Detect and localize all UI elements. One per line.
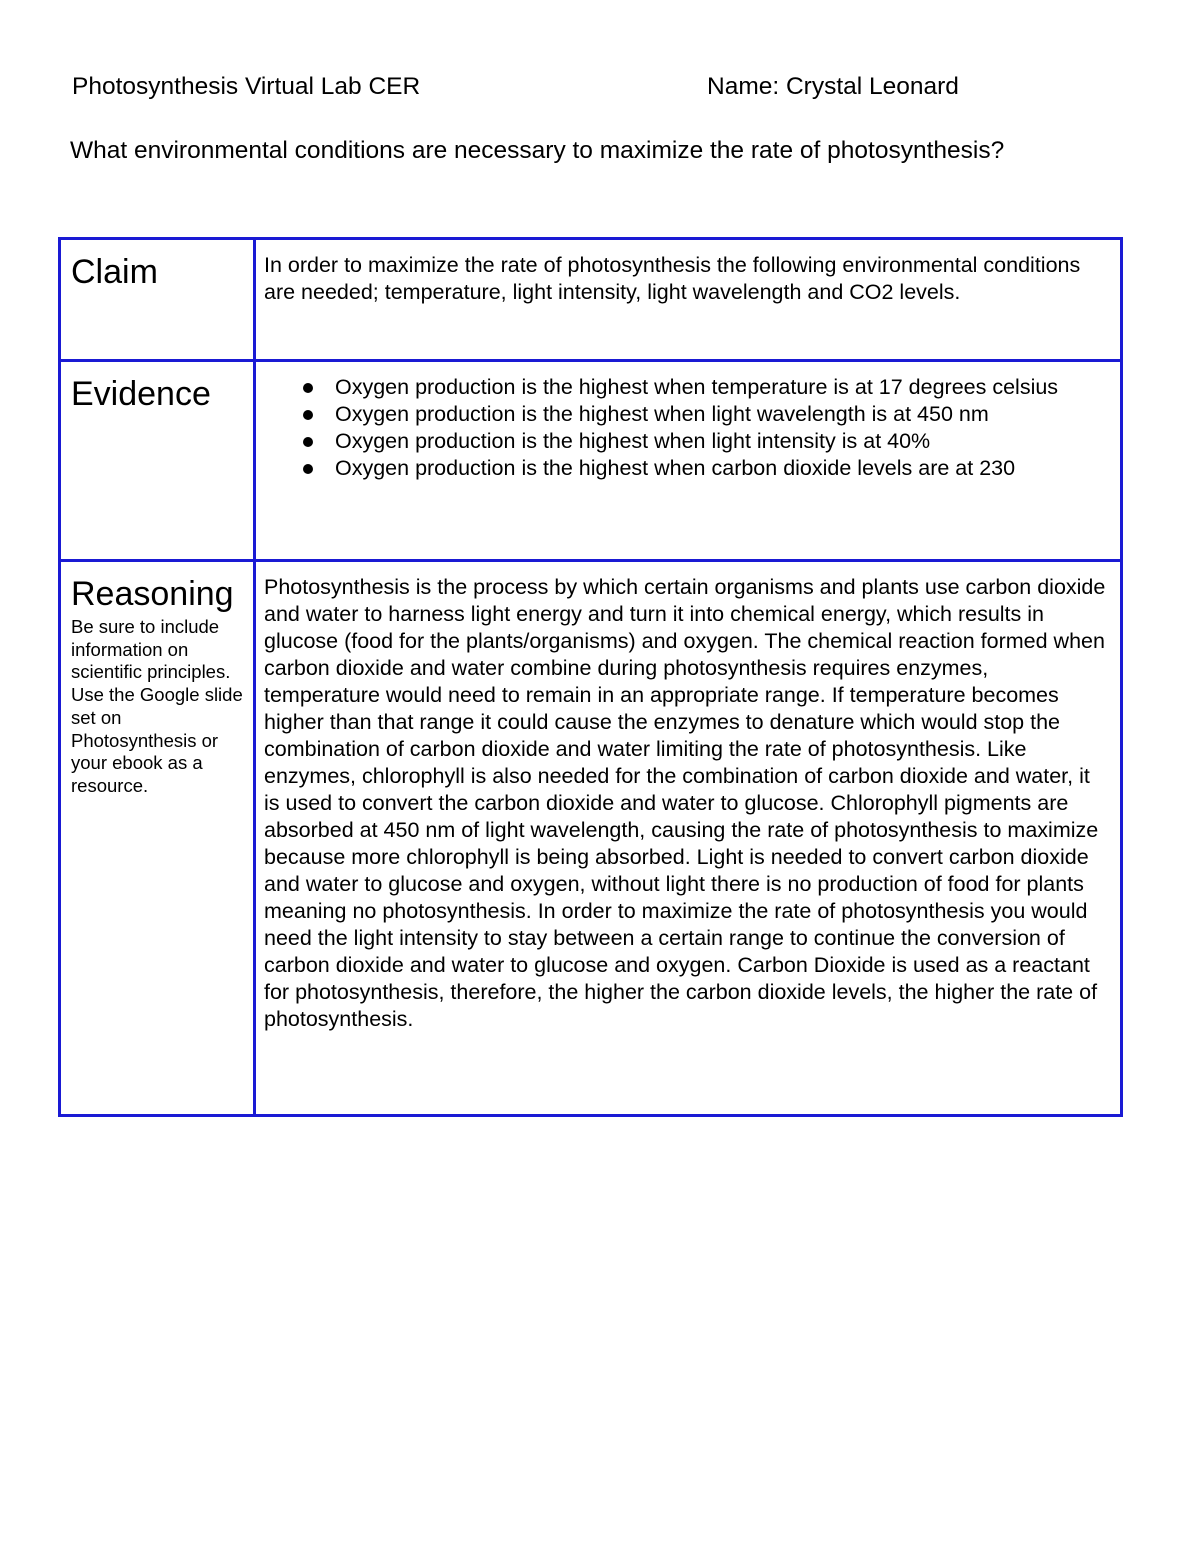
evidence-item-text: Oxygen production is the highest when light wavelength is at 450 nm [335,402,989,426]
list-item [335,401,1110,428]
reasoning-content-cell [255,561,1122,1116]
reasoning-text: Photosynthesis is the process by which certain organisms and plants use carbon dioxide and water to harness light energy and turn it into chemical energy, which results in glucose (food for the plants/organisms) and oxygen. The chemical reaction formed when carbon dioxide and water combine during photosynthesis requires enzymes, temperature would need to remain in an appropriate range. If temperature becomes higher than that range it could cause the enzymes to denature which would stop the combination of carbon dioxide and water limiting the rate of photosynthesis. Like enzymes, chlorophyll is also needed for the combination of carbon dioxide and water, it is used to convert the carbon dioxide and water to glucose. Chlorophyll pigments are absorbed at 450 nm of light wavelength, causing the rate of photosynthesis to maximize because more chlorophyll is being absorbed. Light is needed to convert carbon dioxide and water to glucose and oxygen, without light there is no production of food for plants meaning no photosynthesis. In order to maximize the rate of photosynthesis you would need the light intensity to stay between a certain range to continue the conversion of carbon dioxide and water to glucose and oxygen. Carbon Dioxide is used as a reactant for photosynthesis, therefore, the higher the carbon dioxide levels, the higher the rate of photosynthesis. [264,575,1106,1031]
list-item [335,374,1110,401]
bullet-icon [303,437,313,447]
claim-row [60,239,1122,361]
lab-question: What environmental conditions are necessary to maximize the rate of photosynthesis? [70,137,1005,164]
list-item [335,428,1110,455]
evidence-label: Evidence [71,375,211,413]
evidence-label-cell [60,361,255,561]
list-item [335,455,1110,482]
evidence-item-text: Oxygen production is the highest when light intensity is at 40% [335,429,931,453]
claim-text: In order to maximize the rate of photosynthesis the following environmental conditions are needed; temperature, light intensity, light wavelength and CO2 levels. [264,253,1081,304]
reasoning-label: Reasoning [71,575,234,613]
evidence-item-text: Oxygen production is the highest when carbon dioxide levels are at 230 [335,456,1016,480]
reasoning-row [60,561,1122,1116]
student-name: Name: Crystal Leonard [707,73,959,100]
evidence-list [264,374,1110,482]
bullet-icon [303,383,313,393]
reasoning-label-cell [60,561,255,1116]
cer-table [58,237,1123,1117]
evidence-content-cell [255,361,1122,561]
claim-content-cell [255,239,1122,361]
reasoning-hint: Be sure to include information on scientific principles. Use the Google slide set on Photosynthesis or your ebook as a resource. [71,616,243,796]
claim-label-cell [60,239,255,361]
evidence-item-text: Oxygen production is the highest when temperature is at 17 degrees celsius [335,375,1059,399]
document-title: Photosynthesis Virtual Lab CER [72,73,421,100]
bullet-icon [303,410,313,420]
bullet-icon [303,464,313,474]
claim-label: Claim [71,253,158,291]
evidence-row [60,361,1122,561]
